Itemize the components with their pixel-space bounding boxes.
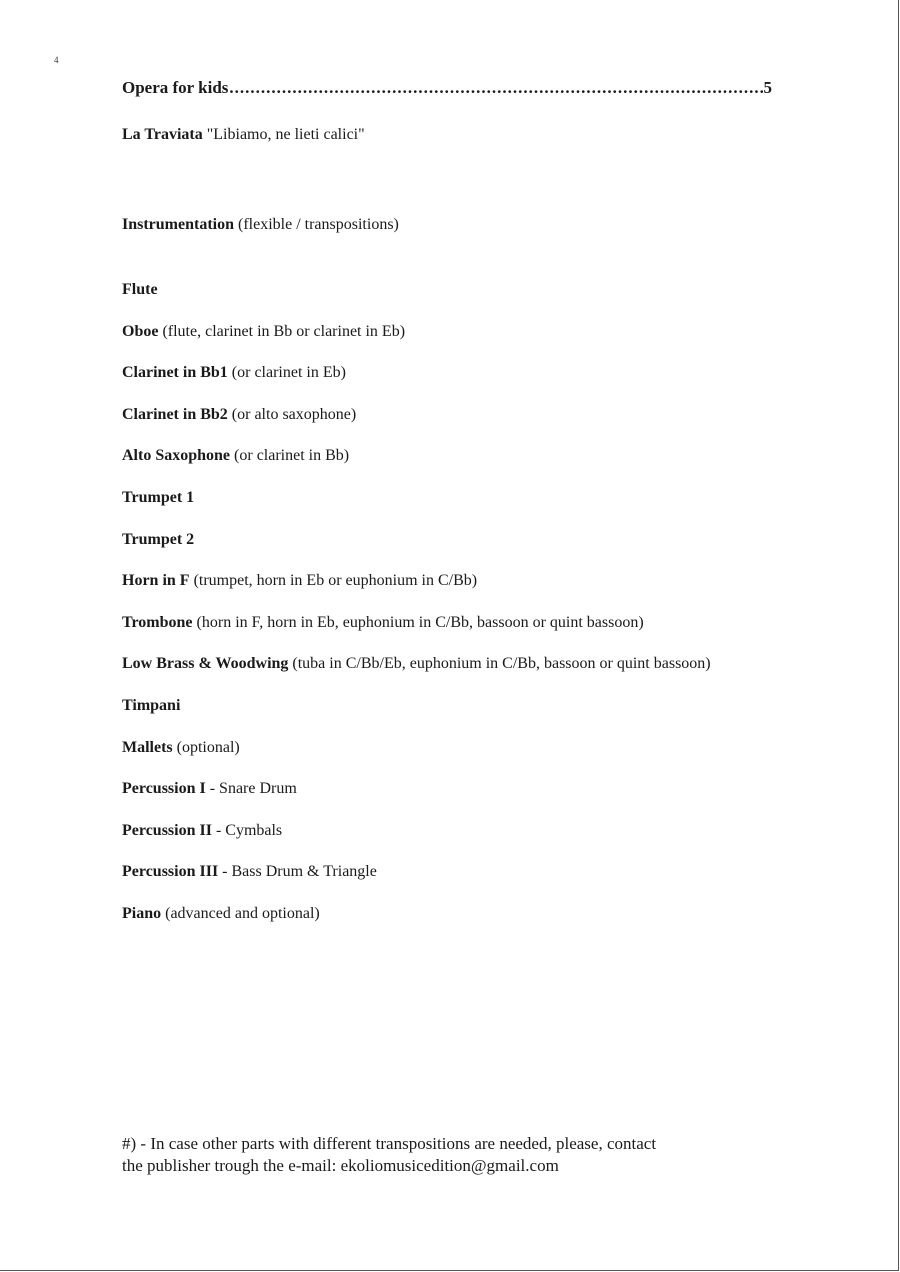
instrument-detail: - Bass Drum & Triangle	[222, 863, 377, 881]
instrument-item	[122, 861, 742, 883]
instrument-item	[122, 362, 742, 384]
instrument-item	[122, 570, 742, 592]
instrument-item	[122, 695, 742, 717]
instrument-item	[122, 737, 742, 759]
footnote	[122, 1133, 762, 1177]
instrument-detail: (tuba in C/Bb/Eb, euphonium in C/Bb, bassoon or quint bassoon)	[292, 655, 711, 673]
instrument-detail: (optional)	[176, 738, 240, 756]
instrument-name: Low Brass & Woodwing	[122, 655, 289, 673]
instrument-item	[122, 529, 742, 551]
instrument-name: Trumpet 2	[122, 530, 195, 548]
toc-page-number: 5	[763, 78, 772, 97]
instrument-item	[122, 820, 742, 842]
instrument-detail: - Cymbals	[215, 821, 283, 839]
instrument-item	[122, 487, 742, 509]
instrumentation-note: (flexible / transpositions)	[238, 216, 399, 233]
instrument-name: Timpani	[122, 696, 181, 714]
instrument-name: Trombone	[122, 613, 193, 631]
page-number: 4	[54, 55, 59, 65]
instrument-detail: (horn in F, horn in Eb, euphonium in C/Bb, bassoon or quint bassoon)	[196, 613, 644, 631]
footnote-line-1: #) - In case other parts with different transpositions are needed, please, contact	[122, 1134, 657, 1153]
instrument-item	[122, 279, 742, 301]
instrument-detail: (or alto saxophone)	[231, 405, 357, 423]
instrument-name: Alto Saxophone	[122, 447, 231, 465]
instrument-detail: (flute, clarinet in Bb or clarinet in Eb)	[162, 322, 406, 340]
instrument-item	[122, 903, 742, 925]
instrument-item	[122, 653, 742, 675]
instrument-item	[122, 321, 742, 343]
instrument-name: Piano	[122, 904, 162, 922]
instrument-name: Percussion I	[122, 780, 206, 798]
instrument-name: Clarinet in Bb2	[122, 405, 228, 423]
instrument-detail: (or clarinet in Bb)	[234, 447, 350, 465]
instrument-name: Flute	[122, 281, 158, 298]
instrument-item	[122, 445, 742, 467]
instrument-name: Trumpet 1	[122, 488, 195, 506]
instrument-item	[122, 404, 742, 426]
instrument-item	[122, 778, 742, 800]
instrument-item	[122, 612, 742, 634]
instrument-name: Horn in F	[122, 572, 190, 590]
instrument-detail: (or clarinet in Eb)	[231, 364, 346, 382]
instrumentation-list	[122, 279, 742, 945]
piece-title-line	[122, 126, 365, 144]
instrument-detail: - Snare Drum	[209, 780, 297, 798]
instrument-detail: (advanced and optional)	[165, 904, 320, 922]
toc-leader-dots	[229, 78, 762, 98]
instrument-name: Percussion II	[122, 821, 212, 839]
piece-title: La Traviata	[122, 126, 203, 143]
instrument-detail: (trumpet, horn in Eb or euphonium in C/Bb)	[193, 572, 478, 590]
toc-title: Opera for kids	[122, 78, 229, 97]
instrument-name: Oboe	[122, 322, 159, 340]
toc-entry	[122, 78, 772, 98]
instrumentation-heading: Instrumentation	[122, 216, 235, 233]
instrumentation-heading-line	[122, 216, 399, 234]
instrument-name: Clarinet in Bb1	[122, 364, 228, 382]
instrument-name: Mallets	[122, 738, 173, 756]
footnote-line-2: the publisher trough the e-mail: ekoliomusicedition@gmail.com	[122, 1156, 559, 1175]
piece-subtitle: "Libiamo, ne lieti calici"	[206, 126, 365, 143]
instrument-name: Percussion III	[122, 863, 219, 881]
